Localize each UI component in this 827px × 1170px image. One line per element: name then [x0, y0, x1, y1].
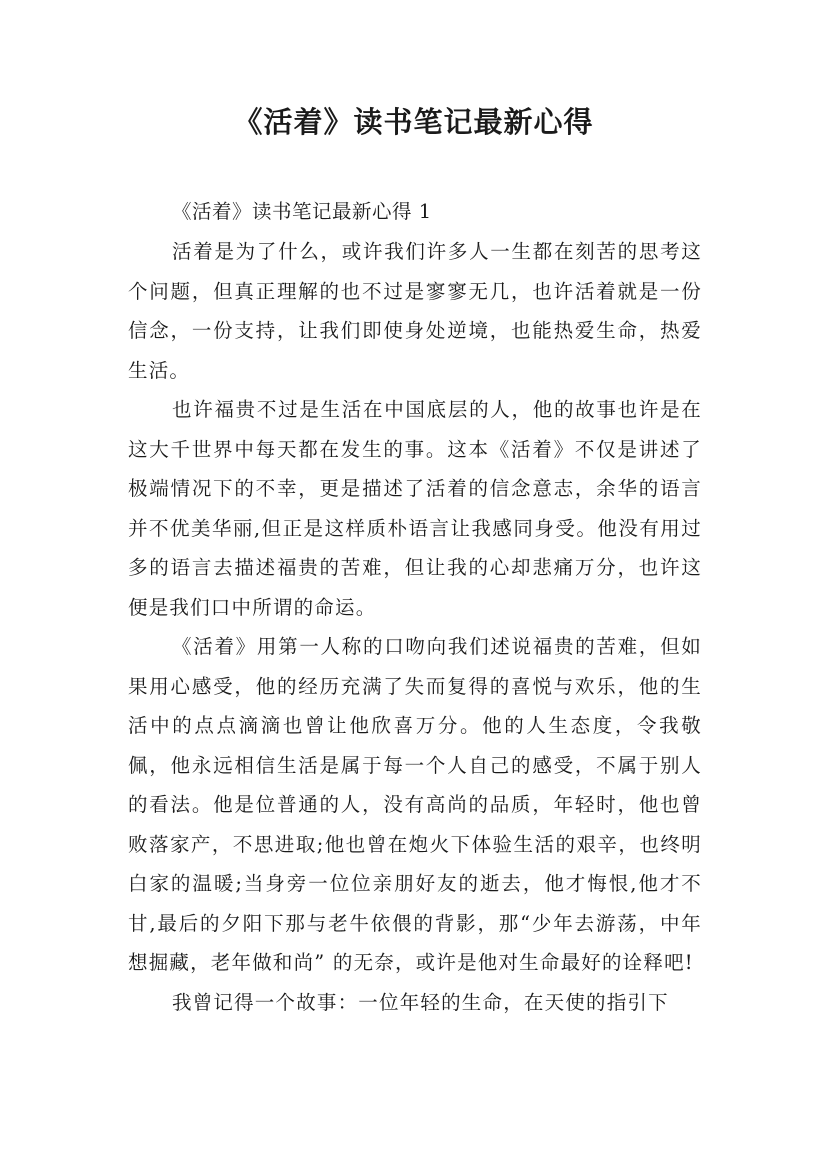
paragraph-1: 活着是为了什么，或许我们许多人一生都在刻苦的思考这个问题，但真正理解的也不过是寥寥无几，也许活着就是一份信念，一份支持，让我们即使身处逆境，也能热爱生命，热爱生活。: [128, 240, 702, 382]
section-heading: 《活着》读书笔记最新心得 1: [172, 200, 432, 223]
document-body: [128, 192, 702, 1022]
paragraph-4: 我曾记得一个故事：一位年轻的生命，在天使的指引下: [172, 990, 669, 1014]
paragraph-3: 《活着》用第一人称的口吻向我们述说福贵的苦难，但如果用心感受，他的经历充满了失而复得的喜悦与欢乐，他的生活中的点点滴滴也曾让他欣喜万分。他的人生态度，令我敬佩，他永远相信生活是属于每一个人自己的感受，不属于别人的看法。他是位普通的人，没有高尚的品质，年轻时，他也曾败落家产，不思进取;他也曾在炮火下体验生活的艰辛，也终明白家的温暖;当身旁一位位亲朋好友的逝去，他才悔恨,他才不甘,最后的夕阳下那与老牛依偎的背影，那“少年去游荡，中年想掘藏，老年做和尚” 的无奈，或许是他对生命最好的诠释吧!: [128, 635, 702, 974]
paragraph-2: 也许福贵不过是生活在中国底层的人，他的故事也许是在这大千世界中每天都在发生的事。这本《活着》不仅是讲述了极端情况下的不幸，更是描述了活着的信念意志，余华的语言并不优美华丽,但正是这样质朴语言让我感同身受。他没有用过多的语言去描述福贵的苦难，但让我的心却悲痛万分，也许这便是我们口中所谓的命运。: [128, 398, 702, 619]
document-title: 《活着》读书笔记最新心得: [233, 105, 594, 139]
